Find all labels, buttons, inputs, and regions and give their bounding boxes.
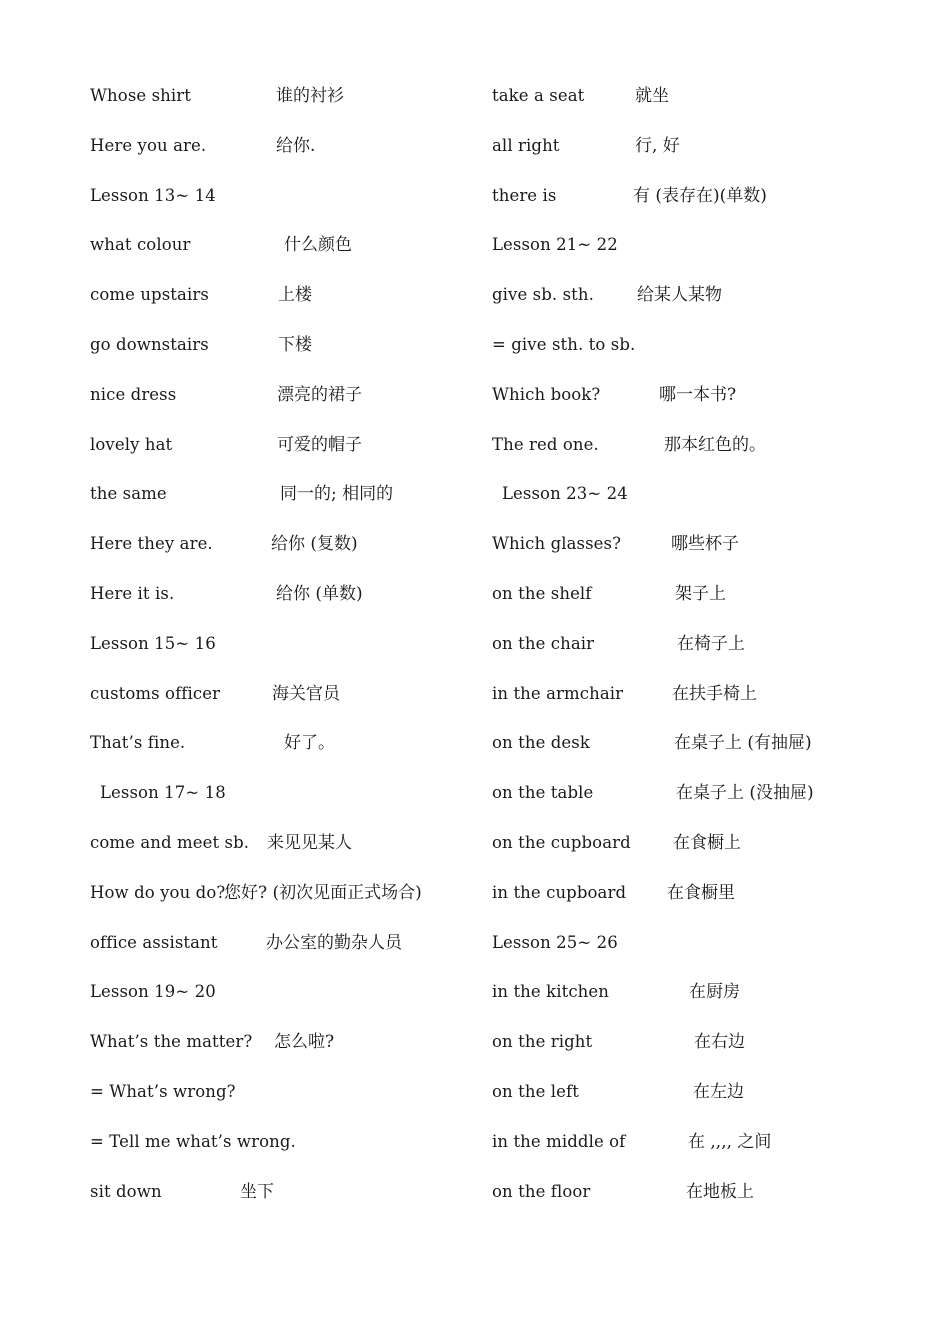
lesson-heading <box>90 626 470 676</box>
chinese-meaning: 那本红色的。 <box>664 434 766 455</box>
chinese-meaning: 架子上 <box>675 583 726 604</box>
english-phrase: lovely hat <box>90 434 173 454</box>
vocab-row <box>90 78 470 128</box>
vocab-row <box>90 1024 470 1074</box>
vocab-row <box>492 526 892 576</box>
lesson-heading <box>90 974 470 1024</box>
chinese-meaning: 可爱的帽子 <box>277 434 362 455</box>
chinese-meaning: 同一的; 相同的 <box>280 484 394 505</box>
chinese-meaning: 下楼 <box>278 334 312 355</box>
vocab-row <box>492 377 892 427</box>
vocab-row <box>492 128 892 178</box>
lesson-title: Lesson 19~ 20 <box>90 982 216 1002</box>
vocab-row <box>90 128 470 178</box>
english-phrase: Which glasses? <box>492 534 622 554</box>
vocab-row <box>90 1174 470 1224</box>
chinese-meaning: 哪些杯子 <box>671 534 739 555</box>
english-phrase: come and meet sb. <box>90 832 250 852</box>
vocab-row <box>90 1124 470 1174</box>
vocab-row <box>90 377 470 427</box>
chinese-meaning: 怎么啦? <box>274 1032 335 1053</box>
lesson-heading <box>90 178 470 228</box>
english-phrase: on the table <box>492 783 594 803</box>
right-vocabulary-column <box>492 78 892 1223</box>
english-phrase: How do you do? <box>90 882 226 902</box>
vocab-row <box>492 576 892 626</box>
english-phrase: Here they are. <box>90 534 213 554</box>
vocab-row <box>90 476 470 526</box>
english-phrase: office assistant <box>90 932 218 952</box>
english-phrase: customs officer <box>90 683 221 703</box>
vocab-row <box>90 526 470 576</box>
vocab-row <box>90 825 470 875</box>
english-phrase: on the right <box>492 1032 593 1052</box>
vocab-row <box>492 1024 892 1074</box>
english-phrase: in the kitchen <box>492 982 609 1002</box>
english-phrase: Here it is. <box>90 583 175 603</box>
vocab-row <box>492 277 892 327</box>
english-phrase: Which book? <box>492 384 601 404</box>
chinese-meaning: 给你. <box>276 135 316 156</box>
vocab-row <box>90 676 470 726</box>
chinese-meaning: 漂亮的裙子 <box>277 384 362 405</box>
lesson-title: Lesson 21~ 22 <box>492 235 618 255</box>
vocab-row <box>492 427 892 477</box>
english-phrase: what colour <box>90 235 191 255</box>
vocab-row <box>90 327 470 377</box>
lesson-title: Lesson 13~ 14 <box>90 185 216 205</box>
vocab-row <box>492 676 892 726</box>
english-phrase: there is <box>492 185 557 205</box>
chinese-meaning: 在左边 <box>693 1081 744 1102</box>
vocab-row <box>492 875 892 925</box>
chinese-meaning: 谁的衬衫 <box>276 86 344 106</box>
chinese-meaning: 在桌子上 (没抽屉) <box>676 783 814 804</box>
english-phrase: take a seat <box>492 86 585 105</box>
english-phrase: That’s fine. <box>90 733 186 753</box>
vocab-row <box>90 725 470 775</box>
chinese-meaning: 办公室的勤杂人员 <box>266 932 402 953</box>
chinese-meaning: 在食橱里 <box>667 882 735 903</box>
vocab-row <box>492 78 892 128</box>
vocab-row <box>492 825 892 875</box>
vocab-row <box>492 178 892 228</box>
vocab-row <box>492 1074 892 1124</box>
chinese-meaning: 海关官员 <box>272 683 340 704</box>
vocab-row <box>90 277 470 327</box>
english-phrase: on the floor <box>492 1181 591 1201</box>
chinese-meaning: 在 ,,,, 之间 <box>688 1131 772 1152</box>
chinese-meaning: 在桌子上 (有抽屉) <box>674 733 812 754</box>
chinese-meaning: 给你 (单数) <box>276 583 363 604</box>
chinese-meaning: 坐下 <box>240 1181 274 1202</box>
vocab-row <box>492 1124 892 1174</box>
vocab-row <box>492 725 892 775</box>
chinese-meaning: 您好? (初次见面正式场合) <box>224 882 422 903</box>
english-phrase: on the shelf <box>492 583 592 603</box>
left-vocabulary-column <box>90 78 470 1223</box>
vocab-row <box>90 925 470 975</box>
chinese-meaning: 在椅子上 <box>677 633 745 654</box>
lesson-title: Lesson 25~ 26 <box>492 932 618 952</box>
english-phrase: on the left <box>492 1081 579 1101</box>
vocab-row <box>492 327 892 377</box>
english-phrase: = What’s wrong? <box>90 1081 236 1101</box>
english-phrase: = give sth. to sb. <box>492 334 636 354</box>
english-phrase: all right <box>492 135 560 155</box>
chinese-meaning: 在食橱上 <box>673 832 741 853</box>
lesson-heading <box>492 227 892 277</box>
english-phrase: nice dress <box>90 384 177 404</box>
english-phrase: on the cupboard <box>492 832 631 852</box>
english-phrase: in the middle of <box>492 1131 626 1151</box>
vocab-row <box>90 1074 470 1124</box>
vocab-row <box>492 626 892 676</box>
vocab-row <box>90 227 470 277</box>
lesson-title: Lesson 23~ 24 <box>502 484 628 504</box>
english-phrase: give sb. sth. <box>492 285 594 305</box>
vocab-row <box>90 427 470 477</box>
english-phrase: Whose shirt <box>90 86 191 105</box>
chinese-meaning: 行, 好 <box>635 135 680 156</box>
vocab-row <box>492 1174 892 1224</box>
vocab-row <box>492 775 892 825</box>
vocab-row <box>492 974 892 1024</box>
lesson-heading <box>492 925 892 975</box>
chinese-meaning: 有 (表存在)(单数) <box>633 185 767 206</box>
vocab-row <box>90 875 470 925</box>
lesson-heading <box>90 775 470 825</box>
vocab-row <box>90 576 470 626</box>
english-phrase: Here you are. <box>90 135 207 155</box>
chinese-meaning: 在扶手椅上 <box>672 683 757 704</box>
chinese-meaning: 在地板上 <box>686 1181 754 1202</box>
english-phrase: in the armchair <box>492 683 624 703</box>
english-phrase: on the desk <box>492 733 590 753</box>
chinese-meaning: 在厨房 <box>689 982 740 1003</box>
chinese-meaning: 给某人某物 <box>637 285 722 306</box>
chinese-meaning: 来见见某人 <box>267 832 352 853</box>
english-phrase: sit down <box>90 1181 162 1201</box>
chinese-meaning: 什么颜色 <box>284 235 352 256</box>
english-phrase: go downstairs <box>90 334 209 354</box>
english-phrase: come upstairs <box>90 285 209 305</box>
english-phrase: the same <box>90 484 167 504</box>
chinese-meaning: 在右边 <box>694 1032 745 1053</box>
chinese-meaning: 给你 (复数) <box>271 534 358 555</box>
lesson-heading <box>492 476 892 526</box>
chinese-meaning: 就坐 <box>635 86 669 106</box>
chinese-meaning: 哪一本书? <box>659 384 737 405</box>
lesson-title: Lesson 17~ 18 <box>100 783 226 803</box>
english-phrase: What’s the matter? <box>90 1032 253 1052</box>
chinese-meaning: 好了。 <box>284 733 335 754</box>
english-phrase: on the chair <box>492 633 595 653</box>
chinese-meaning: 上楼 <box>278 285 312 306</box>
english-phrase: in the cupboard <box>492 882 627 902</box>
lesson-title: Lesson 15~ 16 <box>90 633 216 653</box>
english-phrase: The red one. <box>492 434 599 454</box>
english-phrase: = Tell me what’s wrong. <box>90 1131 296 1151</box>
